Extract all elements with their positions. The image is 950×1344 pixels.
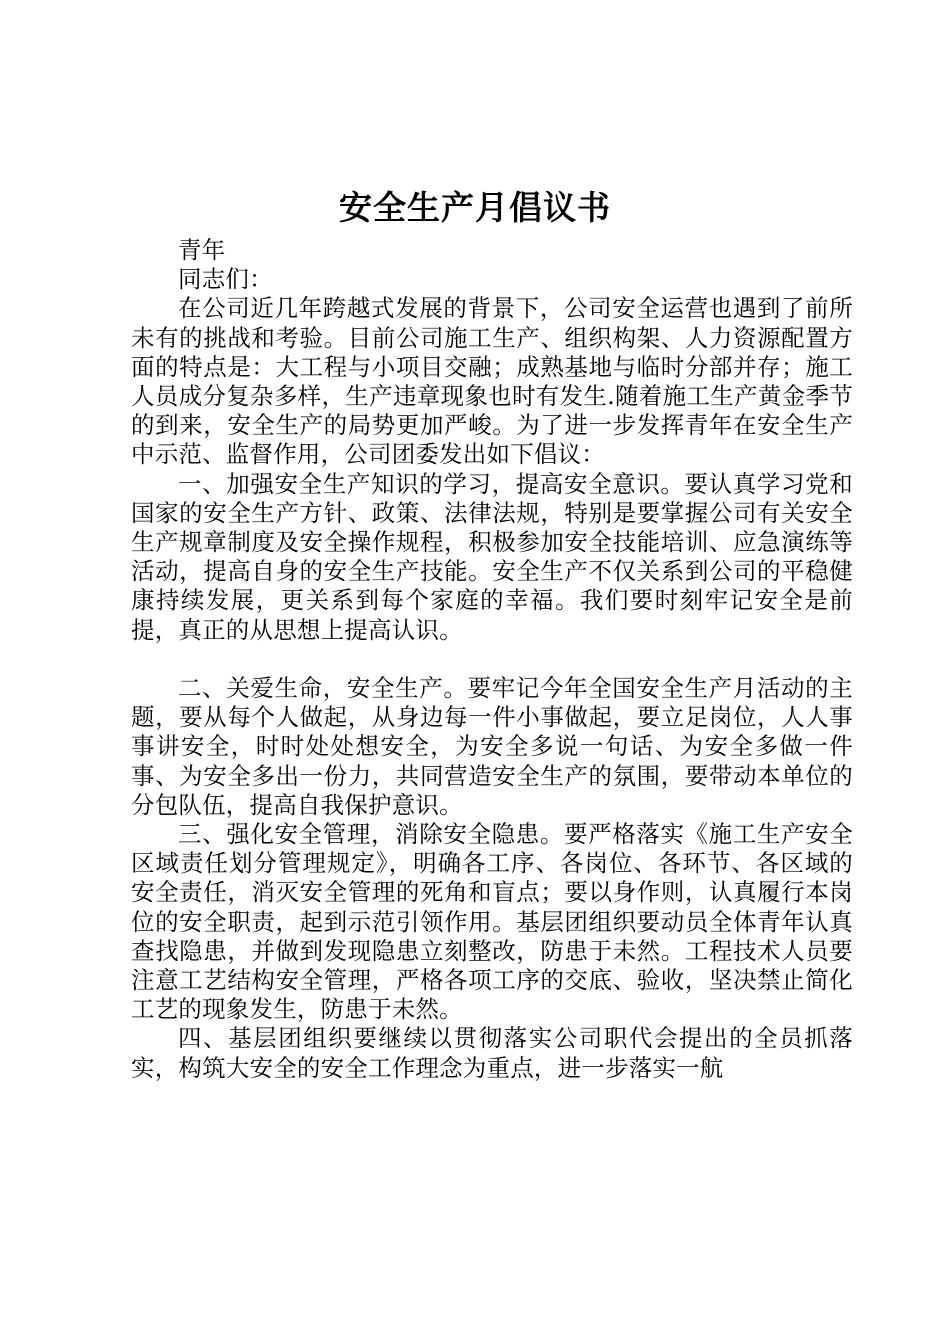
document-body [131, 236, 853, 1083]
paragraph-spacer [131, 645, 853, 674]
paragraph-point-3: 三、强化安全管理，消除安全隐患。要严格落实《施工生产安全区域责任划分管理规定》，明确各工序、各岗位、各环节、各区域的安全责任，消灭安全管理的死角和盲点；要以身作则，认真履行本岗位的安全职责，起到示范引领作用。基层团组织要动员全体青年认真查找隐患，并做到发现隐患立刻整改，防患于未然。工程技术人员要注意工艺结构安全管理，严格各项工序的交底、验收，坚决禁止简化工艺的现象发生，防患于未然。 [131, 820, 853, 1024]
document-title: 安全生产月倡议书 [339, 188, 611, 227]
paragraph-point-1: 一、加强安全生产知识的学习，提高安全意识。要认真学习党和国家的安全生产方针、政策、法律法规，特别是要掌握公司有关安全生产规章制度及安全操作规程，积极参加安全技能培训、应急演练等活动，提高自身的安全生产技能。安全生产不仅关系到公司的平稳健康持续发展，更关系到每个家庭的幸福。我们要时刻牢记安全是前提，真正的从思想上提高认识。 [131, 469, 853, 644]
salutation-line-1: 青年 [178, 236, 226, 264]
salutation-line-2: 同志们： [178, 265, 273, 294]
paragraph-point-2: 二、关爱生命，安全生产。要牢记今年全国安全生产月活动的主题，要从每个人做起，从身边每一件小事做起，要立足岗位，人人事事讲安全，时时处处想安全，为安全多说一句话、为安全多做一件事、为安全多出一份力，共同营造安全生产的氛围，要带动本单位的分包队伍，提高自我保护意识。 [131, 674, 853, 819]
paragraph-point-4: 四、基层团组织要继续以贯彻落实公司职代会提出的全员抓落实，构筑大安全的安全工作理念为重点，进一步落实一航 [131, 1024, 853, 1082]
paragraph-intro: 在公司近几年跨越式发展的背景下，公司安全运营也遇到了前所未有的挑战和考验。目前公司施工生产、组织构架、人力资源配置方面的特点是：大工程与小项目交融；成熟基地与临时分部并存；施工人员成分复杂多样，生产违章现象也时有发生.随着施工生产黄金季节的到来，安全生产的局势更加严峻。为了进一步发挥青年在安全生产中示范、监督作用，公司团委发出如下倡议： [131, 294, 853, 469]
